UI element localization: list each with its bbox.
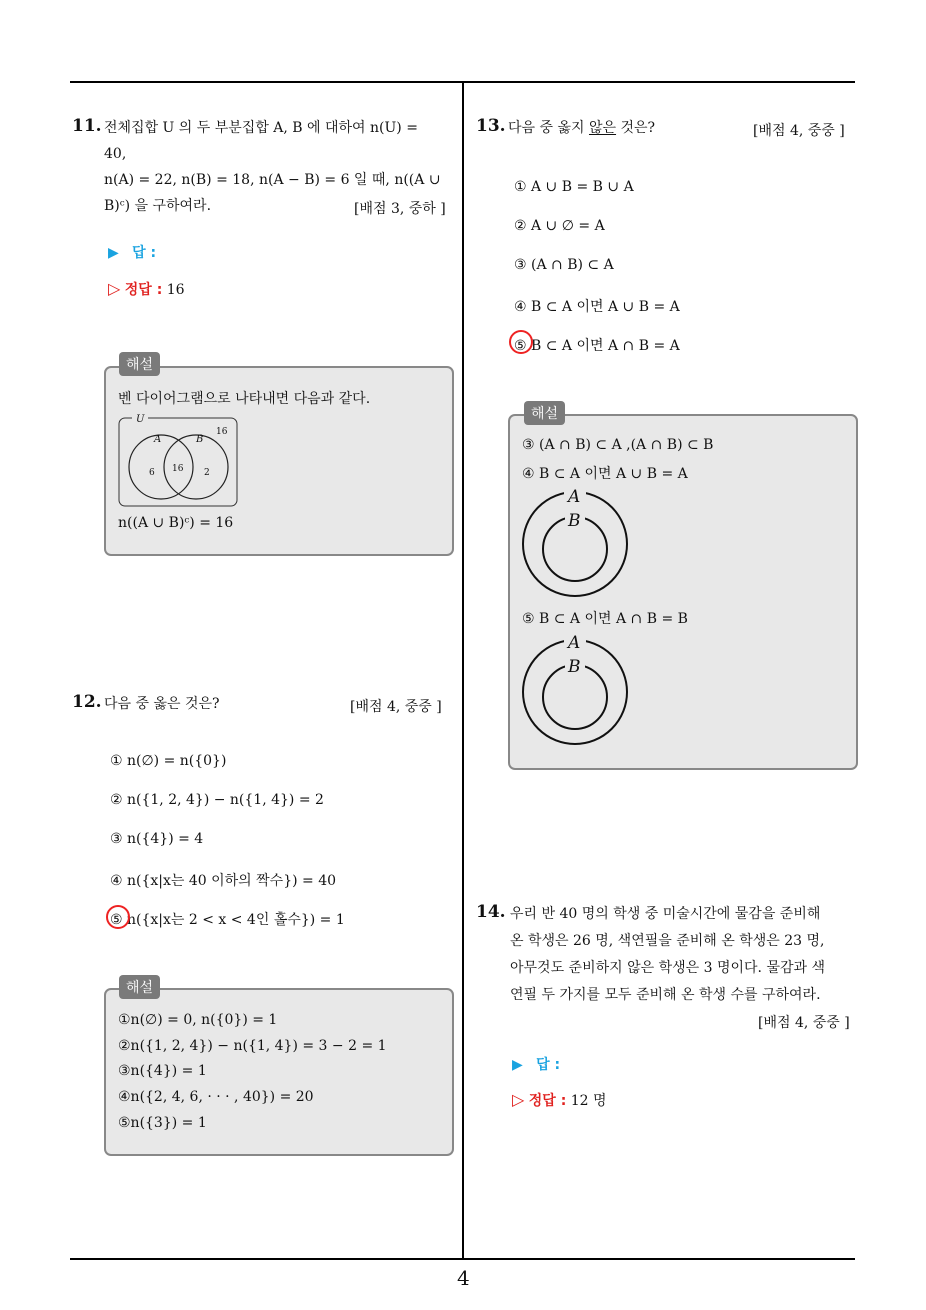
subset-outer-label-1: A <box>568 487 581 507</box>
q14-correct-label: 정답 : <box>528 1093 567 1109</box>
q12-explanation-tag: 해설 <box>119 975 160 999</box>
q14-text-line4: 연필 두 가지를 모두 준비해 온 학생 수를 구하여라. <box>510 987 821 1003</box>
q12-choice-2[interactable]: ② n({1, 2, 4}) − n({1, 4}) = 2 <box>110 792 324 808</box>
venn-only-b-value: 2 <box>204 468 210 478</box>
q11-text-line2: 40, <box>104 146 127 162</box>
q13-explanation-line3: ⑤ B ⊂ A 이면 A ∩ B = B <box>522 611 688 627</box>
subset-diagram-1 <box>518 485 634 597</box>
play-icon: ▶ <box>512 1057 523 1073</box>
q12-explanation-line3: ③n({4}) = 1 <box>118 1063 207 1079</box>
venn-both-value: 16 <box>172 464 184 474</box>
q14-number: 14. <box>476 902 506 922</box>
venn-only-a-value: 6 <box>149 468 155 478</box>
q13-choice-4[interactable]: ④ B ⊂ A 이면 A ∪ B = A <box>514 299 680 315</box>
outline-triangle-icon: ▷ <box>108 279 121 298</box>
q12-explanation-line1: ①n(∅) = 0, n({0}) = 1 <box>118 1012 278 1028</box>
q12-choice-5[interactable]: ⑤ n({x|x는 2 < x < 4인 홀수}) = 1 <box>110 912 345 928</box>
subset-outer-label-2: A <box>568 633 581 653</box>
subset-inner-label-1: B <box>568 511 581 531</box>
q13-text-emphasis: 않은 <box>588 120 617 136</box>
q11-answer-row[interactable] <box>108 242 156 262</box>
venn-label-a: A <box>154 434 162 445</box>
q13-explanation-line2: ④ B ⊂ A 이면 A ∪ B = A <box>522 466 688 482</box>
q13-correct-mark-icon <box>509 330 533 354</box>
q13-text-before: 다음 중 옳지 <box>508 120 589 136</box>
q14-text-line3: 아무것도 준비하지 않은 학생은 3 명이다. 물감과 색 <box>510 960 825 976</box>
q11-text-line4: B)ᶜ) 을 구하여라. <box>104 198 212 214</box>
q13-text-after: 것은? <box>616 120 656 136</box>
q13-explanation-line1: ③ (A ∩ B) ⊂ A ,(A ∩ B) ⊂ B <box>522 437 714 453</box>
venn-universe-label: U <box>136 414 145 425</box>
bottom-rule <box>70 1258 855 1260</box>
q12-explanation-line2: ②n({1, 2, 4}) − n({1, 4}) = 3 − 2 = 1 <box>118 1038 387 1054</box>
q11-explanation-line1: 벤 다이어그램으로 나타내면 다음과 같다. <box>118 391 371 407</box>
outline-triangle-icon: ▷ <box>512 1090 525 1109</box>
venn-outside-value: 16 <box>216 427 228 437</box>
q14-correct-value: 12 명 <box>570 1093 607 1109</box>
q14-text-line2: 온 학생은 26 명, 색연필을 준비해 온 학생은 23 명, <box>510 933 825 949</box>
play-icon: ▶ <box>108 245 119 261</box>
q11-text-line3: n(A) = 22, n(B) = 18, n(A − B) = 6 일 때, n((A ∪ <box>104 172 441 188</box>
q13-text <box>508 118 655 138</box>
subset-diagram-2 <box>518 630 634 748</box>
q12-correct-mark-icon <box>106 905 130 929</box>
page-number: 4 <box>457 1266 470 1290</box>
q11-number: 11. <box>72 116 102 136</box>
q11-explanation-tag: 해설 <box>119 352 160 376</box>
q11-answer-label: 답 : <box>132 245 157 261</box>
q12-choice-3[interactable]: ③ n({4}) = 4 <box>110 831 204 847</box>
q12-points: [배점 4, 중중 ] <box>350 699 442 715</box>
q14-answer-label: 답 : <box>536 1057 561 1073</box>
q12-number: 12. <box>72 692 102 712</box>
q12-choice-1[interactable]: ① n(∅) = n({0}) <box>110 753 227 769</box>
q12-choice-4[interactable]: ④ n({x|x는 40 이하의 짝수}) = 40 <box>110 873 337 889</box>
subset-inner-label-2: B <box>568 657 581 677</box>
q14-correct-row <box>512 1090 607 1110</box>
q13-choice-2[interactable]: ② A ∪ ∅ = A <box>514 218 605 234</box>
q14-points: [배점 4, 중중 ] <box>758 1015 850 1031</box>
venn-label-b: B <box>196 434 204 445</box>
column-divider <box>462 82 464 1260</box>
q13-explanation-tag: 해설 <box>524 401 565 425</box>
q13-number: 13. <box>476 116 506 136</box>
q14-answer-row[interactable] <box>512 1054 560 1074</box>
q11-points: [배점 3, 중하 ] <box>354 201 446 217</box>
q11-explanation-line2: n((A ∪ B)ᶜ) = 16 <box>118 515 234 531</box>
q13-choice-3[interactable]: ③ (A ∩ B) ⊂ A <box>514 257 614 273</box>
q12-explanation-line4: ④n({2, 4, 6, · · · , 40}) = 20 <box>118 1089 314 1105</box>
q11-correct-row <box>108 279 185 299</box>
q12-explanation-line5: ⑤n({3}) = 1 <box>118 1115 207 1131</box>
q13-choice-5[interactable]: ⑤ B ⊂ A 이면 A ∩ B = A <box>514 338 680 354</box>
q13-points: [배점 4, 중중 ] <box>753 123 845 139</box>
q12-text: 다음 중 옳은 것은? <box>104 696 220 712</box>
q11-text-line1: 전체집합 U 의 두 부분집합 A, B 에 대하여 n(U) = <box>104 120 418 136</box>
q14-text-line1: 우리 반 40 명의 학생 중 미술시간에 물감을 준비해 <box>510 906 821 922</box>
q11-correct-label: 정답 : <box>124 282 163 298</box>
venn-diagram <box>116 412 240 510</box>
q13-choice-1[interactable]: ① A ∪ B = B ∪ A <box>514 179 634 195</box>
q11-correct-value: 16 <box>166 282 185 298</box>
